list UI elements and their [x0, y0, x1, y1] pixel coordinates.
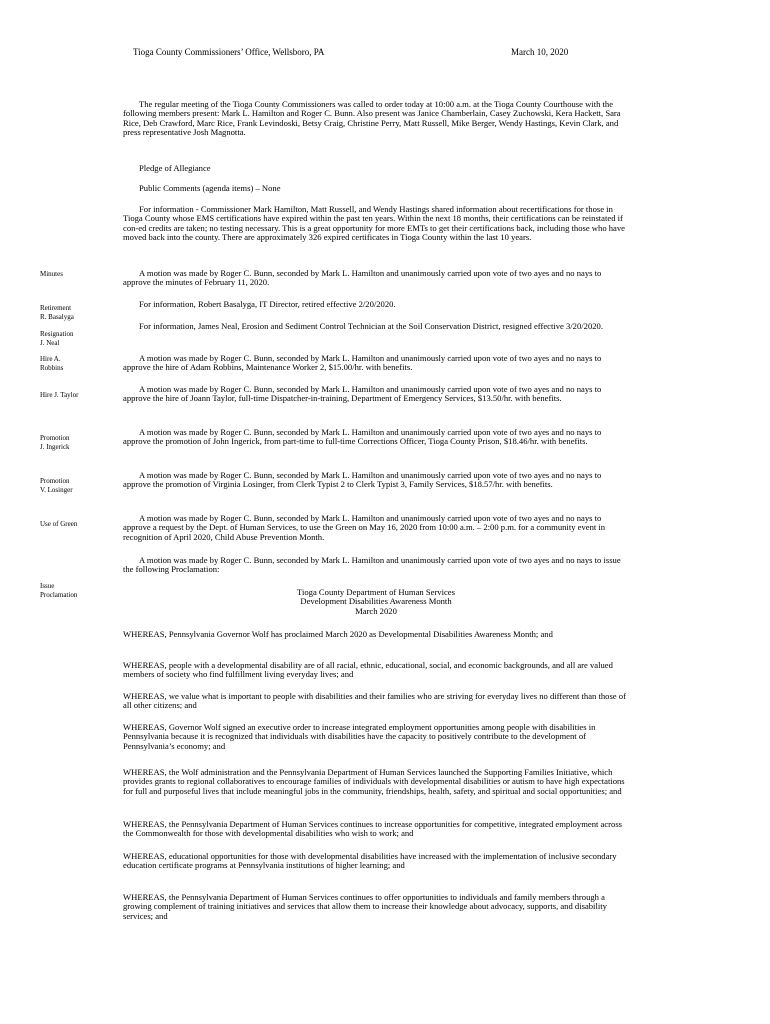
side-label-line: V. Losinger — [40, 486, 73, 494]
side-label-line: J. Ingerick — [40, 443, 70, 451]
side-label-line: Promotion — [40, 477, 70, 485]
header-date: March 10, 2020 — [511, 47, 569, 57]
pledge: Pledge of Allegiance — [139, 163, 211, 173]
side-label-hire-taylor — [40, 391, 120, 400]
side-label-promotion-losinger — [40, 477, 120, 495]
motion-use-of-green: A motion was made by Roger C. Bunn, seconded by Mark L. Hamilton and unanimously carried upon vote of two ayes and no nays to approve a request by the Dept. of Human Services, to use the Green on May 16, 2020 from 10:00 a.m. – 2:00 p.m. for a community event in recognition of April 2020, Child Abuse Prevention Month. — [123, 513, 606, 542]
whereas-paragraph: WHEREAS, educational opportunities for those with developmental disabilities have increased with the implementation of inclusive secondary education certificate programs at Pennsylvania institutions of higher learning; and — [123, 851, 617, 871]
proclamation-heading — [123, 588, 629, 616]
side-label-line: Retirement — [40, 304, 72, 312]
proclamation-title-line-3: March 2020 — [355, 605, 397, 616]
side-label-line: R. Basalyga — [40, 313, 74, 321]
intro-paragraph: The regular meeting of the Tioga County Commissioners was called to order today at 10:00 a.m. at the Tioga County Courthouse with the following members present: Mark L. Hamilton and Roger C. Bunn. Also present was Janice Chamberlain, Casey Zuchowski, Kera Hackett, Sara Rice, Deb Crawford, Marc Rice, Frank Levindoski, Betsy Craig, Christine Perry, Matt Russell, Mike Berger, Wendy Hastings, Kevin Clark, and press representative Josh Magnotta. — [123, 99, 621, 138]
side-label-line: Robbins — [40, 364, 64, 372]
whereas-paragraph: WHEREAS, the Pennsylvania Department of Human Services continues to increase opportunities for competitive, integrated employment across the Commonwealth for those with developmental disabilities who wish to work; and — [123, 819, 623, 839]
header-office: Tioga County Commissioners’ Office, Wellsboro, PA — [133, 47, 325, 57]
side-label-minutes — [40, 270, 120, 279]
motion-promotion-ingerick: A motion was made by Roger C. Bunn, seconded by Mark L. Hamilton and unanimously carried upon vote of two ayes and no nays to approve the promotion of John Ingerick, from part-time to full-time Corrections Officer, Tioga County Prison, $18.46/hr. with benefits. — [123, 427, 602, 447]
side-label-line: Resignation — [40, 330, 74, 338]
proclamation-title-line-1: Tioga County Department of Human Services — [297, 587, 455, 597]
side-label-line: Proclamation — [40, 591, 78, 599]
info-resignation: For information, James Neal, Erosion and Sediment Control Technician at the Soil Conservation District, resigned effective 3/20/2020. — [139, 321, 604, 331]
whereas-paragraph: WHEREAS, we value what is important to people with disabilities and their families who are striving for everyday lives no different than those of all other citizens; and — [123, 691, 626, 711]
side-label-line: J. Neal — [40, 339, 60, 347]
side-label-issue-proclamation — [40, 582, 120, 600]
motion-issue-proclamation: A motion was made by Roger C. Bunn, seconded by Mark L. Hamilton and unanimously carried upon vote of two ayes and no nays to issue the following Proclamation: — [123, 555, 621, 575]
side-label-line: Use of Green — [40, 520, 78, 528]
motion-hire-taylor: A motion was made by Roger C. Bunn, seconded by Mark L. Hamilton and unanimously carried upon vote of two ayes and no nays to approve the hire of Joann Taylor, full-time Dispatcher-in-training, Department of Emergency Services, $13.50/hr. with benefits. — [123, 384, 602, 404]
public-comments: Public Comments (agenda items) – None — [139, 183, 281, 193]
side-label-resignation — [40, 330, 120, 348]
side-label-use-of-green — [40, 520, 120, 529]
info-retirement: For information, Robert Basalyga, IT Director, retired effective 2/20/2020. — [139, 299, 396, 309]
proclamation-title-line-2: Development Disabilities Awareness Month — [300, 596, 452, 607]
whereas-paragraph: WHEREAS, Pennsylvania Governor Wolf has proclaimed March 2020 as Developmental Disabilities Awareness Month; and — [123, 629, 553, 639]
side-label-retirement — [40, 304, 120, 322]
side-label-line: Hire J. Taylor — [40, 391, 79, 399]
side-label-line: Issue — [40, 582, 55, 590]
whereas-paragraph: WHEREAS, Governor Wolf signed an executive order to increase integrated employment opportunities among people with disabilities in Pennsylvania because it is recognized that individuals with disabilities have the capacity to positively contribute to the development of Pennsylvania’s economy; and — [123, 722, 596, 751]
motion-promotion-losinger: A motion was made by Roger C. Bunn, seconded by Mark L. Hamilton and unanimously carried upon vote of two ayes and no nays to approve the promotion of Virginia Losinger, from Clerk Typist 2 to Clerk Typist 3, Family Services, $18.57/hr. with benefits. — [123, 470, 602, 490]
ems-info-paragraph: For information - Commissioner Mark Hamilton, Matt Russell, and Wendy Hastings shared information about recertifications for those in Tioga County whose EMS certifications have expired within the past ten years. Within the next 18 months, their certifications can be reinstated if con-ed credits are taken; no testing necessary. This is a great opportunity for more EMTs to get their certifications back, including those who have moved back into the county. There are approximately 326 expired certificates in Tioga County within the last 10 years. — [123, 204, 625, 243]
side-label-line: Minutes — [40, 270, 63, 278]
motion-minutes: A motion was made by Roger C. Bunn, seconded by Mark L. Hamilton and unanimously carried upon vote of two ayes and no nays to approve the minutes of February 11, 2020. — [123, 268, 602, 288]
side-label-line: Promotion — [40, 434, 70, 442]
whereas-paragraph: WHEREAS, people with a developmental disability are of all racial, ethnic, educational, social, and economic backgrounds, and all are valued members of society who find fulfillment living everyday lives; and — [123, 660, 613, 680]
side-label-promotion-ingerick — [40, 434, 120, 452]
whereas-paragraph: WHEREAS, the Wolf administration and the Pennsylvania Department of Human Services launched the Supporting Families Initiative, which provides grants to regional collaboratives to encourage families of individuals with developmental disabilities or autism to have high expectations for full and purposeful lives that include meaningful jobs in the community, friendships, health, safety, and spiritual and social opportunities; and — [123, 767, 625, 796]
side-label-hire-robbins — [40, 355, 120, 373]
motion-hire-robbins: A motion was made by Roger C. Bunn, seconded by Mark L. Hamilton and unanimously carried upon vote of two ayes and no nays to approve the hire of Adam Robbins, Maintenance Worker 2, $15.00/hr. with benefits. — [123, 353, 602, 373]
whereas-paragraph: WHEREAS, the Pennsylvania Department of Human Services continues to offer opportunities to individuals and family members through a growing complement of training initiatives and services that allow them to increase their knowledge about advocacy, supports, and disability services; and — [123, 892, 607, 921]
side-label-line: Hire A. — [40, 355, 61, 363]
